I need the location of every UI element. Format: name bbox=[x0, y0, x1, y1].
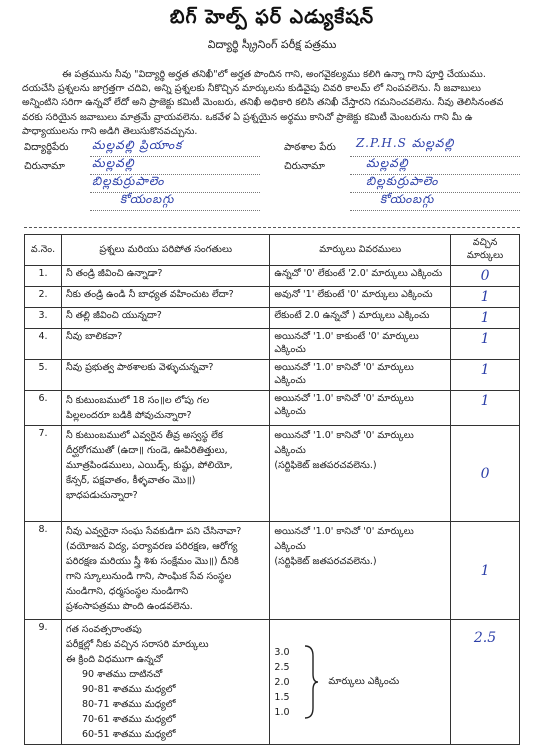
row-question: నీవు ఎవ్వరైనా సంఘ సేవకుడిగా పని చేసినావా? (వయోజన విద్య, పర్యావరణ పరిరక్షణ, ఆరోగ్య పరిరక్షణ మరియు స్త్రీ శిశు సంక్షేమం మొ॥) దీనికి గాని స్కూలునుండి గాని, సాంఘిక సేవ సంస్థల నుండిగాని, ధర్మసంస్థల నుండిగాని ప్రశంసాపత్రము పొంది ఉండవలెను. bbox=[61, 522, 269, 620]
row-question: నీవు బాలికవా? bbox=[61, 329, 269, 360]
student-address-line-3 bbox=[90, 210, 260, 211]
row-number: 7. bbox=[25, 426, 62, 522]
table-row bbox=[25, 522, 520, 620]
table-row bbox=[25, 360, 520, 391]
instruction-line: ఈ పత్రమును నీవు "విద్యార్థి అర్హత తనిఖీ"లో అర్హత పొందిన గాని, అంగవైకల్యము కలిగి ఉన్నా గాని పూర్తి చేయుము. bbox=[62, 69, 486, 80]
scale-marks-instruction: మార్కులు ఎక్కించు bbox=[328, 675, 400, 687]
instruction-line: వరకు సరియైన జవాబులు మాత్రమే వ్రాయవలెను. ఒకవేళ ఏ ప్రశ్నయైన అర్థము కానిచో ప్రాజెక్టు కమిటీ మెంబరును గాని మీ ఉ bbox=[22, 111, 473, 123]
row-number: 8. bbox=[25, 522, 62, 620]
table-row bbox=[25, 266, 520, 287]
table-header-row bbox=[25, 235, 520, 266]
scale-value: 2.0 bbox=[274, 676, 290, 688]
table-row bbox=[25, 287, 520, 308]
row-number: 6. bbox=[25, 391, 62, 426]
col-header-question: ప్రశ్నలు మరియు పరిపోత సంగతులు bbox=[61, 235, 269, 266]
table-row bbox=[25, 391, 520, 426]
scale-value: 2.5 bbox=[274, 661, 290, 673]
row-score[interactable]: 1 bbox=[451, 287, 520, 308]
instruction-line: పాధ్యాయులను గాని అడిగి తెలుసుకొనవచ్చును. bbox=[22, 125, 198, 137]
row-number: 4. bbox=[25, 329, 62, 360]
row-question: నీవు ప్రభుత్వ పాఠశాలకు వెళ్ళుచున్నవా? bbox=[61, 360, 269, 391]
col-header-marks-obtained: వచ్చిన మార్కులు bbox=[451, 235, 520, 266]
row-score[interactable]: 1 bbox=[451, 522, 520, 620]
instructions-paragraph bbox=[22, 68, 528, 139]
row-marks-rule: అయినచో '1.0' కానిచో '0' మార్కులు ఎక్కించు bbox=[270, 391, 451, 426]
row-score[interactable]: 1 bbox=[451, 308, 520, 329]
row-number: 9. bbox=[25, 620, 62, 745]
school-name-value[interactable]: Z.P.H.S మల్లవల్లి bbox=[356, 136, 455, 150]
row-marks-rule: అయినచో '1.0' కానిచో '0' మార్కులు ఎక్కించు (సర్టిఫికెట్ జతపరచవలెను.) bbox=[270, 522, 451, 620]
row-number: 2. bbox=[25, 287, 62, 308]
row-question: నీ తల్లి జీవించి యున్నదా? bbox=[61, 308, 269, 329]
row-question: గత సంవత్సరాంతపు పరీక్షల్లో నీకు వచ్చిన సరాసరి మార్కులు ఈ క్రింది విధముగా ఉన్నచో 90 శాతము దాటినచో 90-81 శాతము మధ్యలో 80-71 శాతము మధ్యలో 70-61 శాతము మధ్యలో 60-51 శాతము మధ్యలో bbox=[61, 620, 269, 745]
school-address-value-1[interactable]: మల్లవల్లి bbox=[366, 156, 409, 170]
row-score[interactable]: 2.5 bbox=[451, 620, 520, 745]
col-header-marks-details: మార్కులు వివరములు bbox=[270, 235, 451, 266]
row-score[interactable]: 1 bbox=[451, 360, 520, 391]
student-address-value-2[interactable]: బిల్లకుర్రుపాలెం bbox=[92, 174, 165, 188]
row-marks-rule: ఉన్నచో '0' లేకుంటే '2.0' మార్కులు ఎక్కించు bbox=[270, 266, 451, 287]
scale-value: 3.0 bbox=[274, 646, 290, 658]
student-address-label: చిరునామా bbox=[24, 161, 65, 172]
school-address-label: చిరునామా bbox=[284, 161, 325, 172]
form-subtitle: విద్యార్థి స్క్రీనింగ్ పరీక్ష పత్రము bbox=[207, 38, 337, 51]
school-address-value-3[interactable]: కోయంబగ్గు bbox=[380, 192, 435, 206]
student-address-value-1[interactable]: మల్లవల్లి bbox=[92, 156, 135, 170]
instruction-line: అన్నింటిని సరిగా ఉన్నవో లేదో అని ప్రాజెక్టు కమిటీ మెంబరు, తనిఖీ అధికారి కలిసి తనిఖీ చేస్తారని గమనించవలెను. నీవు తెలిసినంతవ bbox=[22, 97, 504, 109]
row-marks-rule: అయినచో '1.0' కాకుంటే '0' మార్కులు ఎక్కించు bbox=[270, 329, 451, 360]
table-row bbox=[25, 308, 520, 329]
row-number: 3. bbox=[25, 308, 62, 329]
student-name-value[interactable]: మల్లవల్లి ప్రియాంక bbox=[92, 138, 183, 152]
screening-table bbox=[24, 234, 520, 745]
score-scale bbox=[274, 645, 300, 720]
scale-value: 1.5 bbox=[274, 691, 290, 703]
row-number: 1. bbox=[25, 266, 62, 287]
form-title: బిగ్ హెల్ప్ ఫర్ ఎడ్యుకేషన్ bbox=[169, 6, 375, 28]
row-marks-rule: లేకుంటే 2.0 ఉన్నచో ) మార్కులు ఎక్కించు bbox=[270, 308, 451, 329]
row-marks-rule: అయినచో '1.0' కానిచో '0' మార్కులు ఎక్కించు (సర్టిఫికెట్ జతపరచవలెను.) bbox=[270, 426, 451, 522]
row-score[interactable]: 1 bbox=[451, 391, 520, 426]
row-question: నీకు తండ్రి ఉండి నీ బాధ్యత వహించుట లేదా? bbox=[61, 287, 269, 308]
col-header-serial: వ.నెం. bbox=[25, 235, 62, 266]
school-address-value-2[interactable]: బిల్లకుర్రుపాలెం bbox=[366, 174, 439, 188]
row-question: నీ కుటుంబములో ఎవ్వరైన తీవ్ర అస్వస్థ లేక దీర్ఘరోగముతో (ఉదా॥ గుండె, ఊపిరితిత్తులు, మూత్రపిండములు, ఎయిడ్స్, కుష్టు, పోలియో, కేన్సర్, పక్షవాతం, కీళ్ళవాతం మొ॥) భాధపడుచున్నారా? bbox=[61, 426, 269, 522]
instruction-line: దయచేసి ప్రశ్నలను జాగ్రత్తగా చదివి, అన్ని ప్రశ్నలకు నీకొచ్చిన మార్కులను కుడివైపు చివరి కాలమ్ లో నింపవలెను. నీ జవాబులు bbox=[22, 83, 481, 95]
row-score[interactable]: 1 bbox=[451, 329, 520, 360]
row-number: 5. bbox=[25, 360, 62, 391]
row-marks-rule bbox=[270, 620, 451, 745]
section-divider bbox=[24, 227, 520, 228]
school-address-line-3 bbox=[350, 210, 520, 211]
row-question: నీ కుటుంబములో 18 సం॥ల లోపు గల పిల్లలందరూ బడికి పోవుచున్నారా? bbox=[61, 391, 269, 426]
row-score[interactable]: 0 bbox=[451, 266, 520, 287]
row-marks-rule: అయినచో '1.0' కానిచో '0' మార్కులు ఎక్కించు bbox=[270, 360, 451, 391]
student-address-value-3[interactable]: కోయంబగ్గు bbox=[120, 192, 175, 206]
row-score[interactable]: 0 bbox=[451, 426, 520, 522]
row-marks-rule: అవునో '1' లేకుంటే '0' మార్కులు ఎక్కించు bbox=[270, 287, 451, 308]
school-name-label: పాఠశాల పేరు bbox=[284, 142, 336, 153]
student-name-label: విద్యార్థిపేరు bbox=[24, 142, 69, 153]
table-row bbox=[25, 426, 520, 522]
brace-icon bbox=[300, 644, 322, 720]
row-question: నీ తండ్రి జీవించి ఉన్నాడా? bbox=[61, 266, 269, 287]
table-row bbox=[25, 329, 520, 360]
table-row bbox=[25, 620, 520, 745]
scale-value: 1.0 bbox=[274, 706, 290, 718]
